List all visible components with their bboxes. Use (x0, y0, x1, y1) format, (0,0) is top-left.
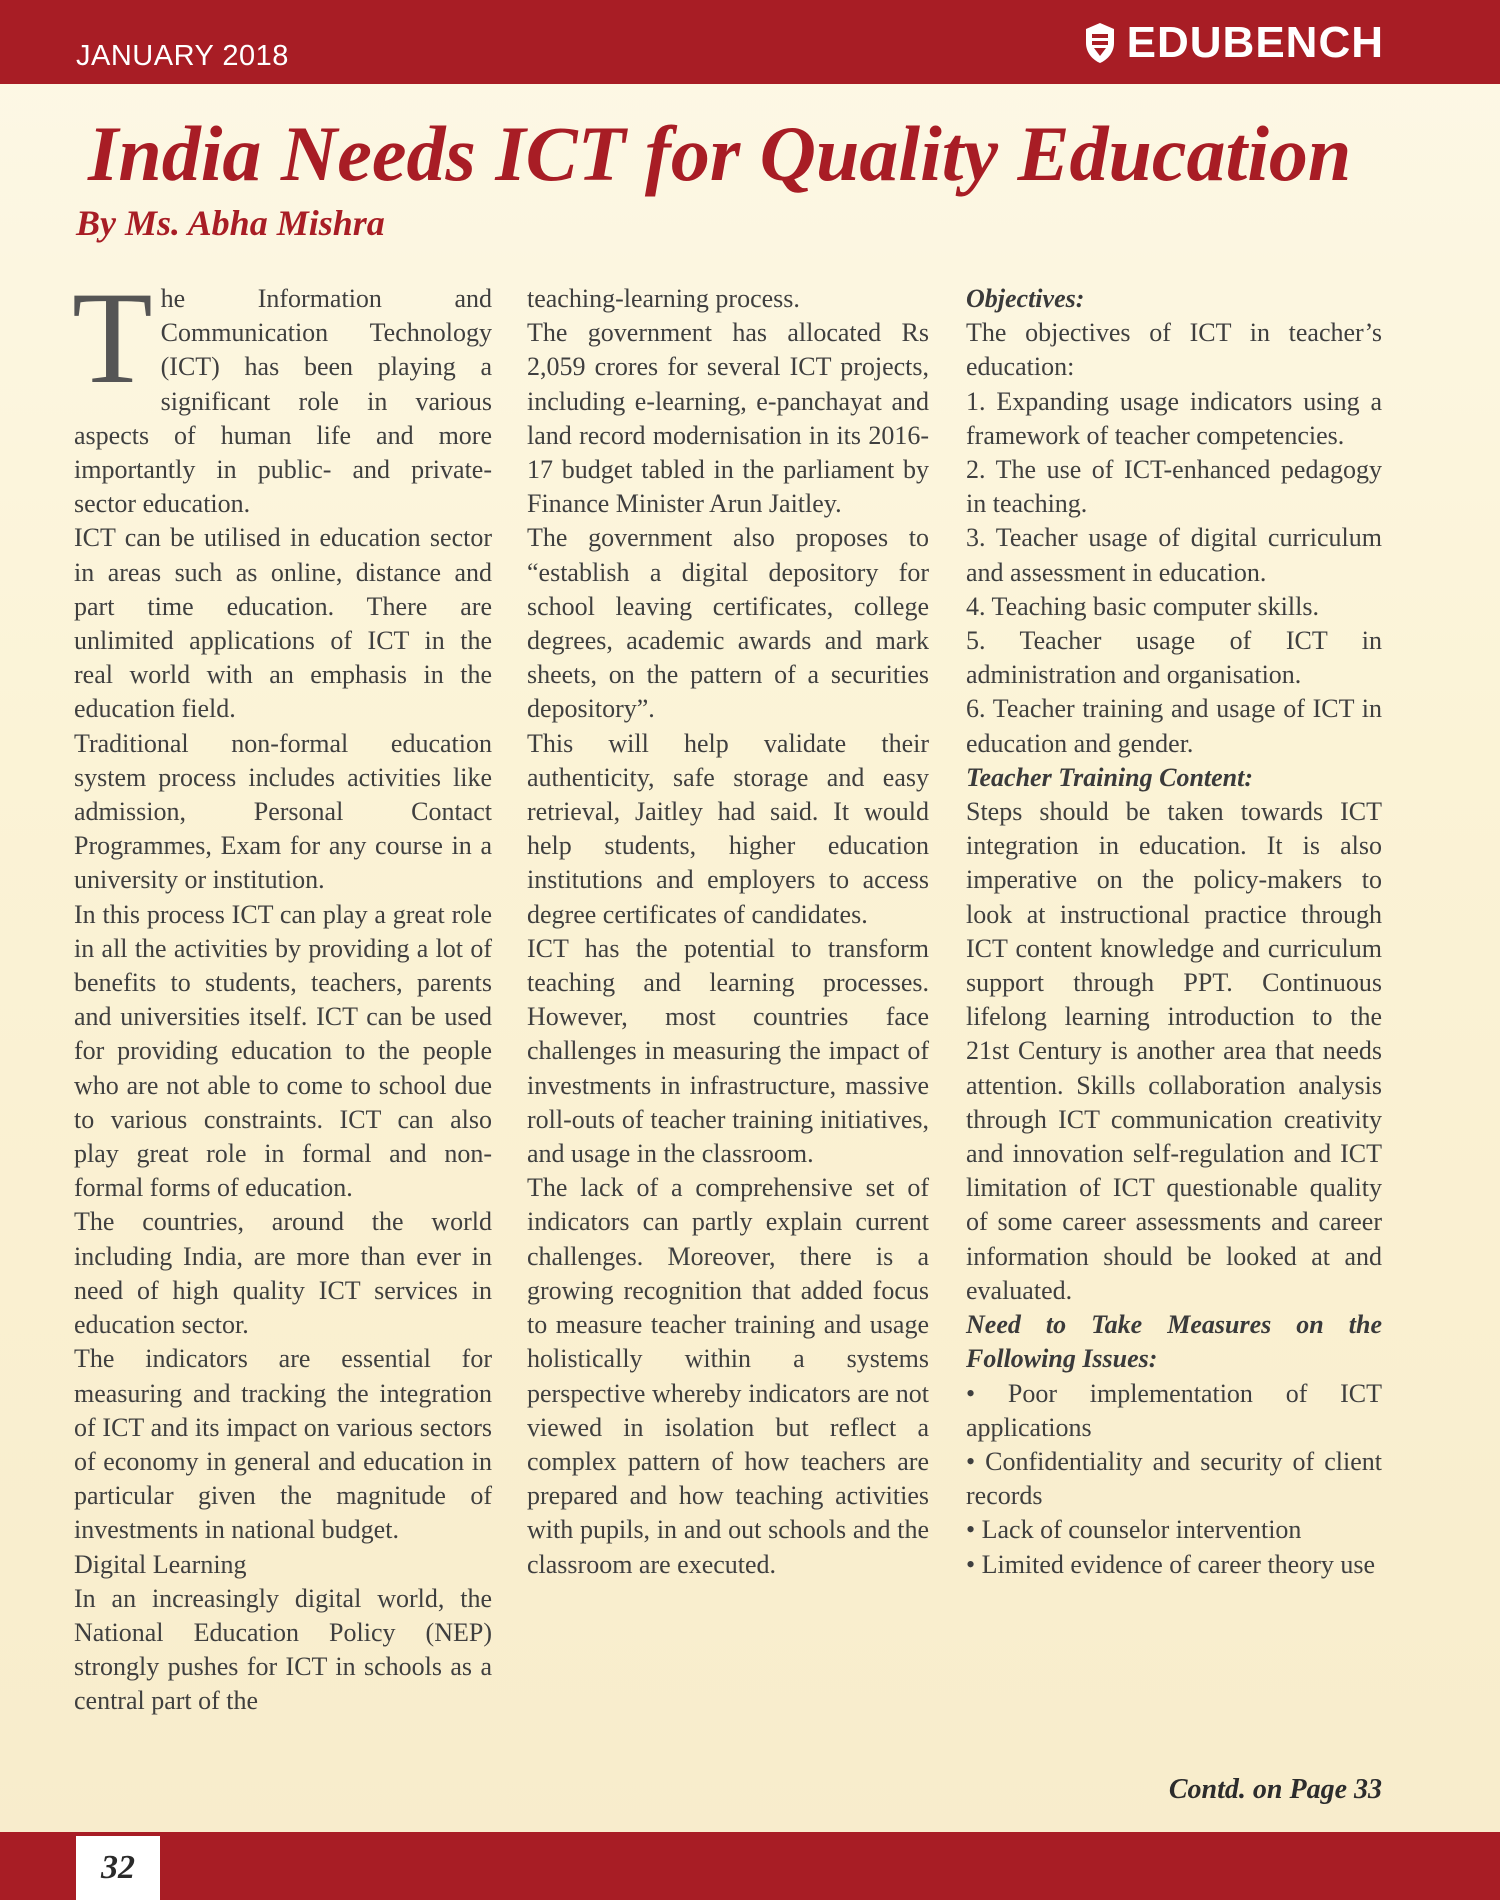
list-item: • Confidentiality and security of client records (966, 1446, 1382, 1511)
paragraph: The objectives of ICT in teacher’s education: (966, 318, 1382, 382)
paragraph: The government has allocated Rs 2,059 crores for several ICT projects, including e-learning, e-panchayat and land record modernisation in its 2016-17 budget tabled in the parliament by Finance Minister Arun Jaitley. (527, 318, 929, 519)
paragraph-text: he Information and Communication Technology (ICT) has been playing a significant role in various aspects of human life and more importantly in public- and private-sector education. (74, 284, 492, 519)
list-item: 1. Expanding usage indicators using a framework of teacher competencies. (966, 386, 1382, 450)
page-number-box (76, 1836, 160, 1900)
paragraph: Traditional non-formal education system process includes activities like admission, Personal Contact Programmes, Exam for any course in a university or institution. (74, 728, 492, 895)
list-item: • Lack of counselor intervention (966, 1515, 1302, 1545)
drop-cap: T (72, 264, 153, 411)
paragraph: Steps should be taken towards ICT integration in education. It is also imperative on the policy-makers to look at instructional practice through ICT content knowledge and curriculum support through PPT. Continuous lifelong learning introduction to the 21st Century is another area that needs attention. Skills collaboration analysis through ICT communication creativity and innovation self-regulation and ICT limitation of ICT questionable quality of some career assessments and career information should be looked at and evaluated. (966, 797, 1382, 1305)
measures-heading: Need to Take Measures on the Following Issues: (966, 1310, 1382, 1374)
list-item: 5. Teacher usage of ICT in administration and organisation. (966, 626, 1382, 690)
paragraph (72, 264, 492, 521)
article-column-2 (527, 282, 929, 1582)
edubench-shield-logo-icon (1083, 21, 1117, 65)
list-item: 3. Teacher usage of digital curriculum and assessment in education. (966, 523, 1382, 587)
paragraph: This will help validate their authenticity, safe storage and easy retrieval, Jaitley had said. It would help students, higher education institutions and employers to access degree certificates of candidates. (527, 728, 929, 929)
paragraph: In an increasingly digital world, the National Education Policy (NEP) strongly pushes for ICT in schools as a central part of the (74, 1583, 492, 1716)
footer-bar (0, 1832, 1500, 1900)
brand-name: EDUBENCH (1126, 18, 1384, 67)
list-item: 6. Teacher training and usage of ICT in education and gender. (966, 694, 1382, 758)
continued-note: Contd. on Page 33 (1168, 1774, 1382, 1805)
article-byline: By Ms. Abha Mishra (76, 203, 385, 243)
objectives-heading: Objectives: (966, 284, 1085, 313)
list-item: 4. Teaching basic computer skills. (966, 591, 1319, 621)
paragraph: The lack of a comprehensive set of indicators can partly explain current challenges. Moreover, there is a growing recognition that added focus to measure teacher training and usage holistically within a systems perspective whereby indicators are not viewed in isolation but reflect a complex pattern of how teachers are prepared and how teaching activities with pupils, in and out schools and the classroom are executed. (527, 1173, 929, 1579)
issue-date: JANUARY 2018 (76, 40, 289, 72)
article-column-1 (72, 264, 492, 1719)
page-number: 32 (101, 1849, 135, 1886)
article-column-3 (966, 282, 1382, 1582)
article-title: India Needs ICT for Quality Education (88, 110, 1352, 197)
brand (1083, 18, 1384, 68)
list-item: • Poor implementation of ICT applications (966, 1378, 1382, 1442)
paragraph: In this process ICT can play a great role in all the activities by providing a lot of benefits to students, teachers, parents and universities itself. ICT can be used for providing education to the people who are not able to come to school due to various constraints. ICT can also play great role in formal and non-formal forms of education. (74, 899, 492, 1203)
paragraph: ICT has the potential to transform teaching and learning processes. However, most countries face challenges in measuring the impact of investments in infrastructure, massive roll-outs of teacher training initiatives, and usage in the classroom. (527, 933, 929, 1169)
paragraph: ICT can be utilised in education sector in areas such as online, distance and part time education. There are unlimited applications of ICT in the real world with an emphasis in the education field. (74, 523, 492, 724)
masthead-bar (0, 0, 1500, 84)
paragraph: teaching-learning process. (527, 284, 800, 313)
list-item: • Limited evidence of career theory use (966, 1549, 1376, 1579)
paragraph: The countries, around the world including India, are more than ever in need of high quality ICT services in education sector. (74, 1207, 492, 1340)
section-label: Digital Learning (74, 1549, 247, 1579)
training-heading: Teacher Training Content: (966, 762, 1254, 792)
list-item: 2. The use of ICT-enhanced pedagogy in teaching. (966, 455, 1382, 519)
paragraph: The government also proposes to “establish a digital depository for school leaving certificates, college degrees, academic awards and mark sheets, on the pattern of a securities depository”. (527, 523, 929, 724)
paragraph: The indicators are essential for measuring and tracking the integration of ICT and its impact on various sectors of economy in general and education in particular given the magnitude of investments in national budget. (74, 1344, 492, 1545)
